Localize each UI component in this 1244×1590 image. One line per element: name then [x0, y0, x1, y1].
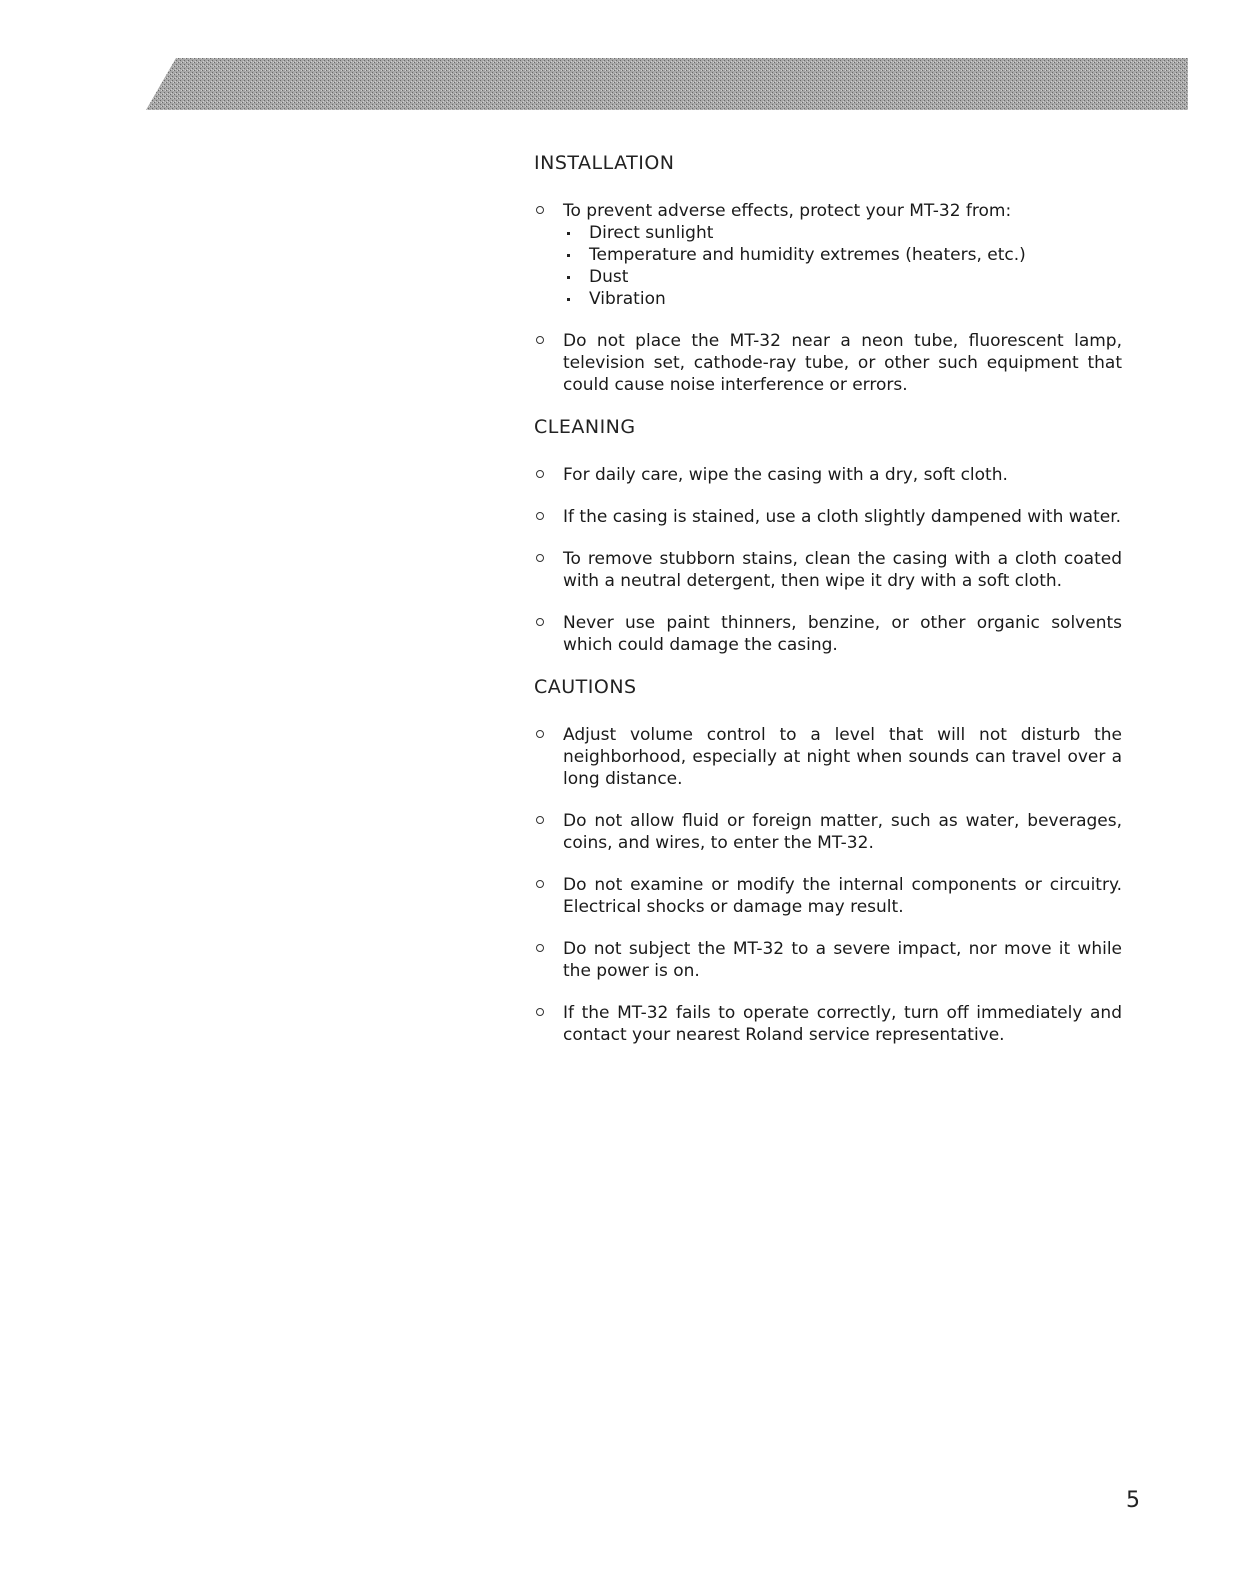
list-item: [534, 548, 1122, 592]
list-item-text: If the MT-32 fails to operate correctly, turn off immediately and contact your nearest Roland service representative.: [563, 1003, 1122, 1045]
section-heading: CAUTIONS: [534, 676, 637, 698]
list-item: [534, 1002, 1122, 1046]
circle-bullet-icon: [536, 336, 544, 344]
sublist-item-text: Direct sunlight: [589, 223, 714, 243]
sublist-item: [563, 288, 1122, 310]
list-item: [534, 724, 1122, 790]
list-item: [534, 330, 1122, 396]
section-heading: INSTALLATION: [534, 152, 675, 174]
section-installation: [534, 152, 1122, 396]
list-item: [534, 938, 1122, 982]
section-heading: CLEANING: [534, 416, 636, 438]
section-cautions: [534, 676, 1122, 1046]
header-band: [146, 58, 1188, 110]
circle-bullet-icon: [536, 618, 544, 626]
list-item-text: Do not place the MT-32 near a neon tube, fluorescent lamp, television set, cathode-ray tube, or other such equipment that could cause noise interference or errors.: [563, 331, 1122, 395]
page-number: 5: [1126, 1488, 1140, 1513]
list-item: [534, 200, 1122, 310]
circle-bullet-icon: [536, 944, 544, 952]
list-item-text: If the casing is stained, use a cloth slightly dampened with water.: [563, 507, 1122, 527]
list-item: [534, 874, 1122, 918]
circle-bullet-icon: [536, 880, 544, 888]
list-item-text: Do not allow fluid or foreign matter, such as water, beverages, coins, and wires, to enter the MT-32.: [563, 811, 1122, 853]
list-item: [534, 506, 1122, 528]
square-bullet-icon: [567, 254, 570, 257]
list-item-text: Do not examine or modify the internal components or circuitry. Electrical shocks or damage may result.: [563, 875, 1122, 917]
list-item: [534, 464, 1122, 486]
circle-bullet-icon: [536, 554, 544, 562]
list-item-text: To remove stubborn stains, clean the casing with a cloth coated with a neutral detergent, then wipe it dry with a soft cloth.: [563, 549, 1122, 591]
circle-bullet-icon: [536, 816, 544, 824]
circle-bullet-icon: [536, 512, 544, 520]
sublist-item-text: Dust: [589, 267, 629, 287]
list-item: [534, 810, 1122, 854]
list-item-text: Never use paint thinners, benzine, or other organic solvents which could damage the casing.: [563, 613, 1122, 655]
square-bullet-icon: [567, 232, 570, 235]
sublist-item: [563, 222, 1122, 244]
section-cleaning: [534, 416, 1122, 656]
list-item-text: Do not subject the MT-32 to a severe impact, nor move it while the power is on.: [563, 939, 1122, 981]
circle-bullet-icon: [536, 206, 544, 214]
circle-bullet-icon: [536, 470, 544, 478]
list-item: [534, 612, 1122, 656]
list-item-text: To prevent adverse effects, protect your MT-32 from:: [563, 201, 1012, 221]
square-bullet-icon: [567, 298, 570, 301]
sublist-item-text: Vibration: [589, 289, 666, 309]
document-body: [534, 152, 1122, 1066]
square-bullet-icon: [567, 276, 570, 279]
sublist-item-text: Temperature and humidity extremes (heaters, etc.): [589, 245, 1026, 265]
list-item-text: Adjust volume control to a level that will not disturb the neighborhood, especially at night when sounds can travel over a long distance.: [563, 725, 1122, 789]
circle-bullet-icon: [536, 1008, 544, 1016]
sublist: [563, 222, 1122, 310]
circle-bullet-icon: [536, 730, 544, 738]
list-item-text: For daily care, wipe the casing with a dry, soft cloth.: [563, 465, 1008, 485]
sublist-item: [563, 266, 1122, 288]
sublist-item: [563, 244, 1122, 266]
